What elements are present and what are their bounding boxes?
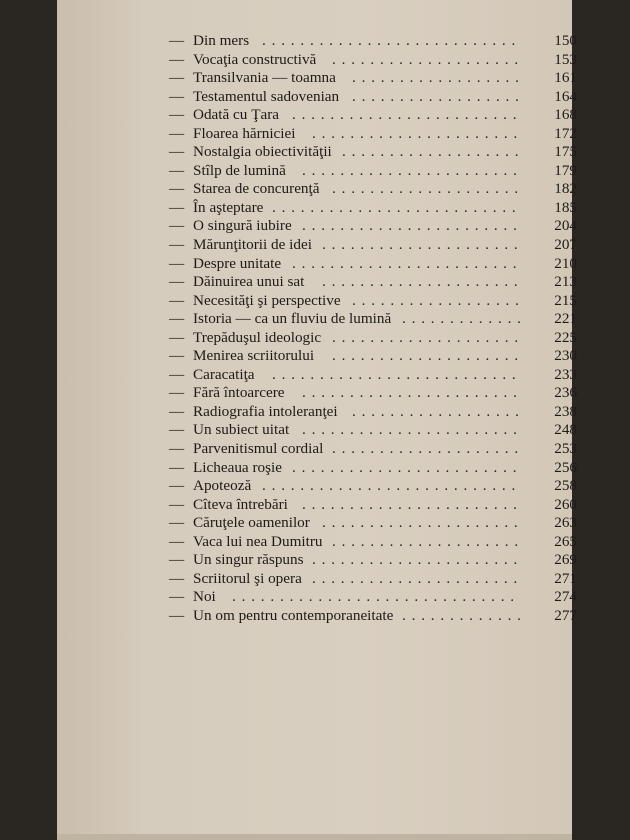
entry-title: Un subiect uitat <box>193 421 290 439</box>
entry-dash: — <box>169 384 185 402</box>
entry-title: Un singur răspuns <box>193 551 304 569</box>
entry-dash: — <box>169 161 185 179</box>
entry-page-number: 274 <box>554 588 577 606</box>
dot-leader: ..................... <box>322 514 524 532</box>
toc-entry <box>169 607 581 626</box>
dot-leader: .................... <box>332 328 524 346</box>
toc-entry <box>169 514 581 533</box>
entry-page-number: 238 <box>554 402 577 420</box>
dot-leader: ...................... <box>312 569 524 587</box>
dot-leader: ........................ <box>292 254 523 272</box>
entry-dash: — <box>169 69 185 87</box>
entry-dash: — <box>169 514 185 532</box>
toc-entry <box>169 459 581 478</box>
entry-dash: — <box>169 551 185 569</box>
dot-leader: ................... <box>342 143 525 161</box>
entry-dash: — <box>169 495 185 513</box>
entry-page-number: 175 <box>554 143 577 161</box>
entry-dash: — <box>169 273 185 291</box>
toc-entry <box>169 329 581 348</box>
entry-dash: — <box>169 328 185 346</box>
entry-page-number: 185 <box>554 198 577 216</box>
dot-leader: ...................... <box>312 124 524 142</box>
entry-page-number: 204 <box>554 217 577 235</box>
entry-dash: — <box>169 291 185 309</box>
entry-page-number: 213 <box>554 273 577 291</box>
toc-entry <box>169 255 581 274</box>
entry-page-number: 269 <box>554 551 577 569</box>
entry-title: Caracatiţa <box>193 365 255 383</box>
dot-leader: .................. <box>352 69 525 87</box>
entry-dash: — <box>169 365 185 383</box>
entry-page-number: 168 <box>554 106 577 124</box>
entry-title: Licheaua roşie <box>193 458 282 476</box>
entry-dash: — <box>169 402 185 420</box>
entry-dash: — <box>169 606 185 624</box>
entry-title: Floarea hărniciei <box>193 124 296 142</box>
dot-leader: .................. <box>352 87 525 105</box>
entry-page-number: 221 <box>554 310 577 328</box>
dot-leader: ...................... <box>312 551 524 569</box>
table-of-contents <box>169 32 581 626</box>
entry-title: Mărunţitorii de idei <box>193 236 312 254</box>
entry-page-number: 161 <box>554 69 577 87</box>
entry-page-number: 207 <box>554 236 577 254</box>
entry-title: Fără întoarcere <box>193 384 285 402</box>
entry-page-number: 215 <box>554 291 577 309</box>
entry-page-number: 225 <box>554 328 577 346</box>
entry-page-number: 150 <box>554 32 577 49</box>
entry-dash: — <box>169 32 185 49</box>
entry-dash: — <box>169 124 185 142</box>
toc-entry <box>169 384 581 403</box>
entry-page-number: 265 <box>554 532 577 550</box>
toc-entry <box>169 88 581 107</box>
entry-dash: — <box>169 347 185 365</box>
dot-leader: .......................... <box>272 198 522 216</box>
dot-leader: .................... <box>332 532 524 550</box>
dot-leader: ....................... <box>302 495 523 513</box>
entry-dash: — <box>169 569 185 587</box>
entry-dash: — <box>169 198 185 216</box>
dot-leader: .................... <box>332 440 524 458</box>
toc-entry <box>169 125 581 144</box>
dot-leader: ..................... <box>322 236 524 254</box>
dot-leader: .................... <box>332 50 524 68</box>
entry-page-number: 153 <box>554 50 577 68</box>
entry-title: Vocaţia constructivă <box>193 50 317 68</box>
entry-title: Vaca lui nea Dumitru <box>193 532 323 550</box>
toc-entry <box>169 236 581 255</box>
entry-page-number: 172 <box>554 124 577 142</box>
dot-leader: .................. <box>352 402 525 420</box>
entry-title: O singură iubire <box>193 217 292 235</box>
entry-page-number: 263 <box>554 514 577 532</box>
book-page <box>57 0 577 840</box>
entry-page-number: 236 <box>554 384 577 402</box>
toc-entry <box>169 199 581 218</box>
entry-page-number: 271 <box>554 569 577 587</box>
entry-title: Din mers <box>193 32 250 49</box>
entry-title: Noi <box>193 588 216 606</box>
entry-page-number: 277 <box>554 606 577 624</box>
toc-entry <box>169 310 581 329</box>
entry-dash: — <box>169 588 185 606</box>
dot-leader: ....................... <box>302 384 523 402</box>
entry-dash: — <box>169 458 185 476</box>
dot-leader: ....................... <box>302 217 523 235</box>
entry-dash: — <box>169 254 185 272</box>
entry-page-number: 179 <box>554 161 577 179</box>
entry-dash: — <box>169 532 185 550</box>
entry-title: Necesităţi şi perspective <box>193 291 341 309</box>
entry-title: Istoria — ca un fluviu de lumină <box>193 310 392 328</box>
entry-title: Nostalgia obiectivităţii <box>193 143 332 161</box>
toc-entry <box>169 69 581 88</box>
entry-title: Testamentul sadovenian <box>193 87 340 105</box>
entry-page-number: 256 <box>554 458 577 476</box>
toc-entry <box>169 440 581 459</box>
entry-title: Starea de concurenţă <box>193 180 320 198</box>
entry-dash: — <box>169 440 185 458</box>
entry-page-number: 230 <box>554 347 577 365</box>
dot-leader: ........................... <box>262 32 522 49</box>
entry-title: Despre unitate <box>193 254 282 272</box>
dot-leader: .................... <box>332 347 524 365</box>
entry-dash: — <box>169 310 185 328</box>
entry-dash: — <box>169 180 185 198</box>
entry-dash: — <box>169 50 185 68</box>
toc-entry <box>169 366 581 385</box>
entry-title: Dăinuirea unui sat <box>193 273 305 291</box>
entry-dash: — <box>169 217 185 235</box>
toc-entry <box>169 403 581 422</box>
toc-entry <box>169 533 581 552</box>
entry-title: Radiografia intoleranţei <box>193 402 338 420</box>
dot-leader: ....................... <box>302 421 523 439</box>
entry-title: Menirea scriitorului <box>193 347 315 365</box>
toc-entry <box>169 477 581 496</box>
dot-leader: .................... <box>332 180 524 198</box>
entry-title: Trepăduşul ideologic <box>193 328 322 346</box>
toc-entry <box>169 347 581 366</box>
toc-entry <box>169 551 581 570</box>
toc-entry <box>169 162 581 181</box>
toc-entry <box>169 292 581 311</box>
dot-leader: ............. <box>402 606 527 624</box>
entry-dash: — <box>169 87 185 105</box>
entry-title: Scriitorul şi opera <box>193 569 302 587</box>
entry-title: Parvenitismul cordial <box>193 440 324 458</box>
entry-page-number: 258 <box>554 477 577 495</box>
entry-title: Transilvania — toamna <box>193 69 336 87</box>
entry-page-number: 253 <box>554 440 577 458</box>
entry-page-number: 260 <box>554 495 577 513</box>
entry-page-number: 210 <box>554 254 577 272</box>
page-edge <box>57 834 572 840</box>
dot-leader: ........................... <box>262 477 522 495</box>
entry-page-number: 233 <box>554 365 577 383</box>
toc-entry <box>169 32 581 51</box>
toc-entry <box>169 273 581 292</box>
entry-title: Un om pentru contemporaneitate <box>193 606 394 624</box>
entry-title: Apoteoză <box>193 477 252 495</box>
entry-title: Odată cu Ţara <box>193 106 280 124</box>
dot-leader: .................. <box>352 291 525 309</box>
entry-dash: — <box>169 421 185 439</box>
dot-leader: ..................... <box>322 273 524 291</box>
dot-leader: .............................. <box>232 588 520 606</box>
entry-page-number: 164 <box>554 87 577 105</box>
toc-entry <box>169 180 581 199</box>
toc-entry <box>169 496 581 515</box>
toc-entry <box>169 588 581 607</box>
entry-dash: — <box>169 236 185 254</box>
dot-leader: .......................... <box>272 365 522 383</box>
dot-leader: ....................... <box>302 161 523 179</box>
toc-entry <box>169 51 581 70</box>
dot-leader: ........................ <box>292 106 523 124</box>
entry-page-number: 248 <box>554 421 577 439</box>
entry-dash: — <box>169 477 185 495</box>
entry-title: Stîlp de lumină <box>193 161 286 179</box>
entry-dash: — <box>169 106 185 124</box>
toc-entry <box>169 217 581 236</box>
entry-page-number: 182 <box>554 180 577 198</box>
dot-leader: ............. <box>402 310 527 328</box>
entry-title: În aşteptare <box>193 198 264 216</box>
toc-entry <box>169 570 581 589</box>
toc-entry <box>169 143 581 162</box>
entry-dash: — <box>169 143 185 161</box>
entry-title: Căruţele oamenilor <box>193 514 310 532</box>
toc-entry <box>169 106 581 125</box>
entry-title: Cîteva întrebări <box>193 495 288 513</box>
toc-entry <box>169 421 581 440</box>
dot-leader: ........................ <box>292 458 523 476</box>
